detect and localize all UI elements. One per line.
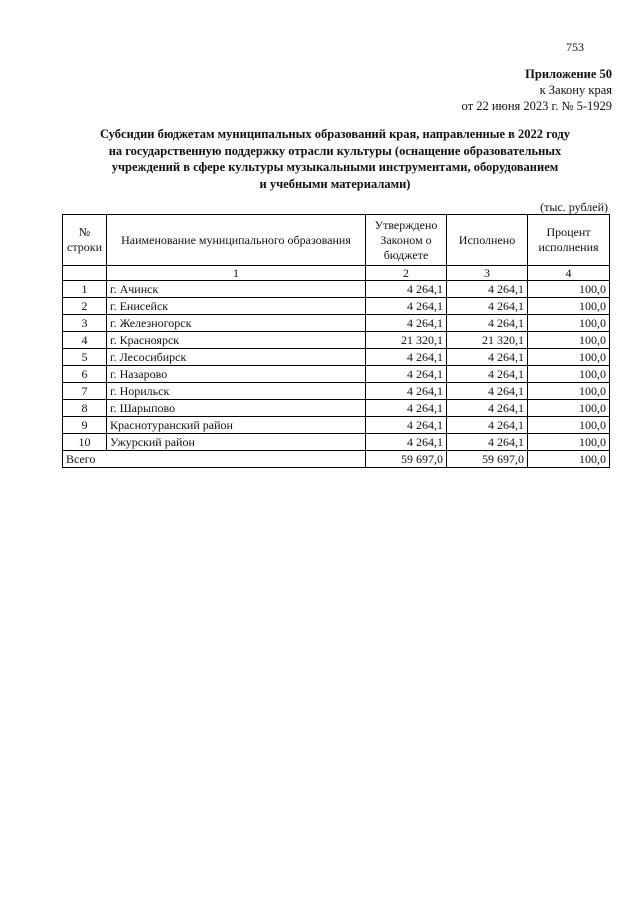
percent-value: 100,0 — [528, 332, 610, 349]
municipality-name: г. Енисейск — [107, 298, 366, 315]
municipality-name: г. Назарово — [107, 366, 366, 383]
table-row — [63, 383, 610, 400]
document-title — [70, 126, 600, 192]
table-row — [63, 281, 610, 298]
table-row — [63, 434, 610, 451]
percent-value: 100,0 — [528, 349, 610, 366]
approved-value: 21 320,1 — [366, 332, 447, 349]
approved-value: 4 264,1 — [366, 315, 447, 332]
row-number: 3 — [63, 315, 107, 332]
title-line: учреждений в сфере культуры музыкальными инструментами, оборудованием — [111, 160, 559, 174]
table-row — [63, 298, 610, 315]
header-executed: Исполнено — [447, 215, 528, 266]
row-number: 9 — [63, 417, 107, 434]
municipality-name: Краснотуранский район — [107, 417, 366, 434]
table-header-row — [63, 215, 610, 266]
percent-value: 100,0 — [528, 434, 610, 451]
executed-value: 4 264,1 — [447, 417, 528, 434]
column-number: 4 — [528, 266, 610, 281]
approved-value: 4 264,1 — [366, 417, 447, 434]
approved-value: 4 264,1 — [366, 298, 447, 315]
table-row — [63, 417, 610, 434]
appendix-law-date: от 22 июня 2023 г. № 5-1929 — [461, 99, 612, 113]
approved-value: 4 264,1 — [366, 281, 447, 298]
column-number: 1 — [107, 266, 366, 281]
approved-value: 4 264,1 — [366, 349, 447, 366]
title-line: на государственную поддержку отрасли культуры (оснащение образовательных — [108, 143, 562, 158]
executed-value: 4 264,1 — [447, 281, 528, 298]
column-number: 2 — [366, 266, 447, 281]
page-number: 753 — [566, 40, 584, 54]
row-number: 4 — [63, 332, 107, 349]
column-number: 3 — [447, 266, 528, 281]
header-approved: Утверждено Законом о бюджете — [366, 215, 447, 266]
approved-value: 4 264,1 — [366, 434, 447, 451]
percent-value: 100,0 — [528, 383, 610, 400]
executed-value: 4 264,1 — [447, 400, 528, 417]
executed-value: 4 264,1 — [447, 349, 528, 366]
units-label: (тыс. рублей) — [540, 200, 608, 214]
row-number: 8 — [63, 400, 107, 417]
column-number-blank — [63, 266, 107, 281]
row-number: 2 — [63, 298, 107, 315]
executed-value: 21 320,1 — [447, 332, 528, 349]
subsidy-table — [62, 214, 610, 468]
column-number-row — [63, 266, 610, 281]
table-row — [63, 315, 610, 332]
percent-value: 100,0 — [528, 298, 610, 315]
title-line: и учебными материалами) — [259, 176, 411, 191]
approved-value: 4 264,1 — [366, 400, 447, 417]
municipality-name: г. Норильск — [107, 383, 366, 400]
header-row-number: № строки — [63, 215, 107, 266]
title-line: Субсидии бюджетам муниципальных образований края, направленные в 2022 году — [99, 127, 571, 141]
executed-value: 4 264,1 — [447, 366, 528, 383]
row-number: 5 — [63, 349, 107, 366]
appendix-law-ref: к Закону края — [539, 83, 612, 97]
table-row — [63, 400, 610, 417]
total-executed: 59 697,0 — [447, 451, 528, 468]
executed-value: 4 264,1 — [447, 434, 528, 451]
approved-value: 4 264,1 — [366, 366, 447, 383]
percent-value: 100,0 — [528, 281, 610, 298]
executed-value: 4 264,1 — [447, 298, 528, 315]
municipality-name: г. Шарыпово — [107, 400, 366, 417]
municipality-name: г. Лесосибирск — [107, 349, 366, 366]
appendix-title: Приложение 50 — [525, 67, 612, 81]
table-row — [63, 332, 610, 349]
header-municipality: Наименование муниципального образования — [107, 215, 366, 266]
appendix-block — [462, 66, 612, 114]
executed-value: 4 264,1 — [447, 383, 528, 400]
municipality-name: г. Ачинск — [107, 281, 366, 298]
percent-value: 100,0 — [528, 400, 610, 417]
row-number: 10 — [63, 434, 107, 451]
percent-value: 100,0 — [528, 315, 610, 332]
municipality-name: г. Железногорск — [107, 315, 366, 332]
total-row — [63, 451, 610, 468]
total-label: Всего — [63, 451, 366, 468]
row-number: 7 — [63, 383, 107, 400]
executed-value: 4 264,1 — [447, 315, 528, 332]
table-row — [63, 349, 610, 366]
approved-value: 4 264,1 — [366, 383, 447, 400]
row-number: 6 — [63, 366, 107, 383]
total-approved: 59 697,0 — [366, 451, 447, 468]
header-percent: Процент исполнения — [528, 215, 610, 266]
municipality-name: Ужурский район — [107, 434, 366, 451]
percent-value: 100,0 — [528, 417, 610, 434]
row-number: 1 — [63, 281, 107, 298]
total-percent: 100,0 — [528, 451, 610, 468]
table-row — [63, 366, 610, 383]
percent-value: 100,0 — [528, 366, 610, 383]
municipality-name: г. Красноярск — [107, 332, 366, 349]
